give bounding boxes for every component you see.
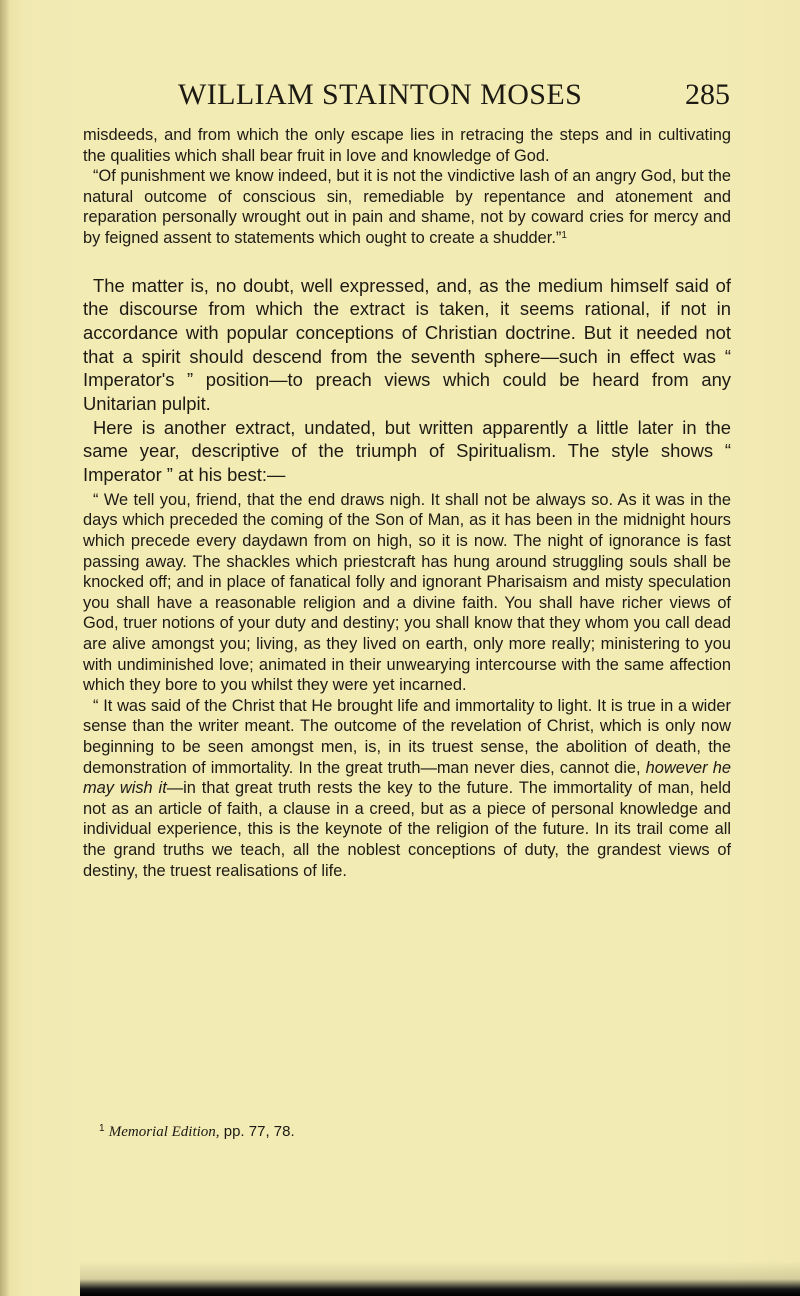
- page-number: 285: [685, 78, 730, 111]
- paragraph-2: “Of punishment we know indeed, but it is not the vindictive lash of an angry God, but the natural outcome of conscious sin, remediable by repentance and atonement and reparation personally wrought out in pain and shame, not by coward cries for mercy and by feigned assent to statements which ought to create a shudder.”$^1$: [83, 167, 731, 247]
- running-head: [80, 78, 730, 118]
- footnote-source: Memorial Edition,: [108, 1124, 220, 1140]
- footnote-pages: pp. 77, 78.: [223, 1123, 295, 1140]
- footnote: [99, 1123, 295, 1141]
- paragraph-3: The matter is, no doubt, well expressed, and, as the medium himself said of the discourse from which the extract is taken, it seems rational, if not in accordance with popular conceptions of Christian doctrine. But it needed not that a spirit should descend from the seventh sphere—such in effect was “ Imperator's ” position—to preach views which could be heard from any Unitarian pulpit.: [83, 274, 731, 415]
- paragraph-6: “ It was said of the Christ that He brought life and immortality to light. It is true in a wider sense than the writer meant. The outcome of the revelation of Christ, which is only now beginning to be seen amongst men, is, in its truest sense, the abolition of death, the demonstration of immortality. In the great truth—man never dies, cannot die, however he may wish it—in that great truth rests the key to the future. The immortality of man, held not as an article of faith, a clause in a creed, but as a piece of personal knowledge and individual experience, this is the keynote of the religion of the future. In its trail come all the grand truths we teach, all the noblest conceptions of duty, the grandest views of destiny, the truest realisations of life.: [83, 696, 731, 880]
- paragraph-5: “ We tell you, friend, that the end draws nigh. It shall not be always so. As it was in the days which preceded the coming of the Son of Man, as it has been in the midnight hours which precede every daydawn from on high, so it is now. The night of ignorance is fast passing away. The shackles which priestcraft has hung around struggling souls shall be knocked off; and in place of fanatical folly and ignorant Pharisaism and misty speculation you shall have a reasonable religion and a divine faith. You shall have richer views of God, truer notions of your duty and destiny; you shall know that they whom you call dead are alive amongst you; living, as they lived on earth, only more really; ministering to you with undiminished love; animated in their unwearying intercourse with the same affection which they bore to you whilst they were yet incarned.: [83, 490, 731, 695]
- italic-phrase: however he may wish it: [83, 758, 731, 798]
- scan-bottom-shadow: [80, 1261, 800, 1296]
- running-title: WILLIAM STAINTON MOSES: [178, 78, 583, 111]
- footnote-marker: 1: [561, 229, 567, 241]
- binding-shadow: [0, 0, 10, 1296]
- paragraph-4: Here is another extract, undated, but written apparently a little later in the same year, descriptive of the triumph of Spiritualism. The style shows “ Imperator ” at his best:—: [83, 416, 731, 486]
- paragraph-1: misdeeds, and from which the only escape lies in retracing the steps and in cultivating the qualities which shall bear fruit in love and knowledge of God.: [83, 126, 731, 165]
- footnote-number: 1: [99, 1123, 105, 1134]
- main-text: [83, 125, 731, 881]
